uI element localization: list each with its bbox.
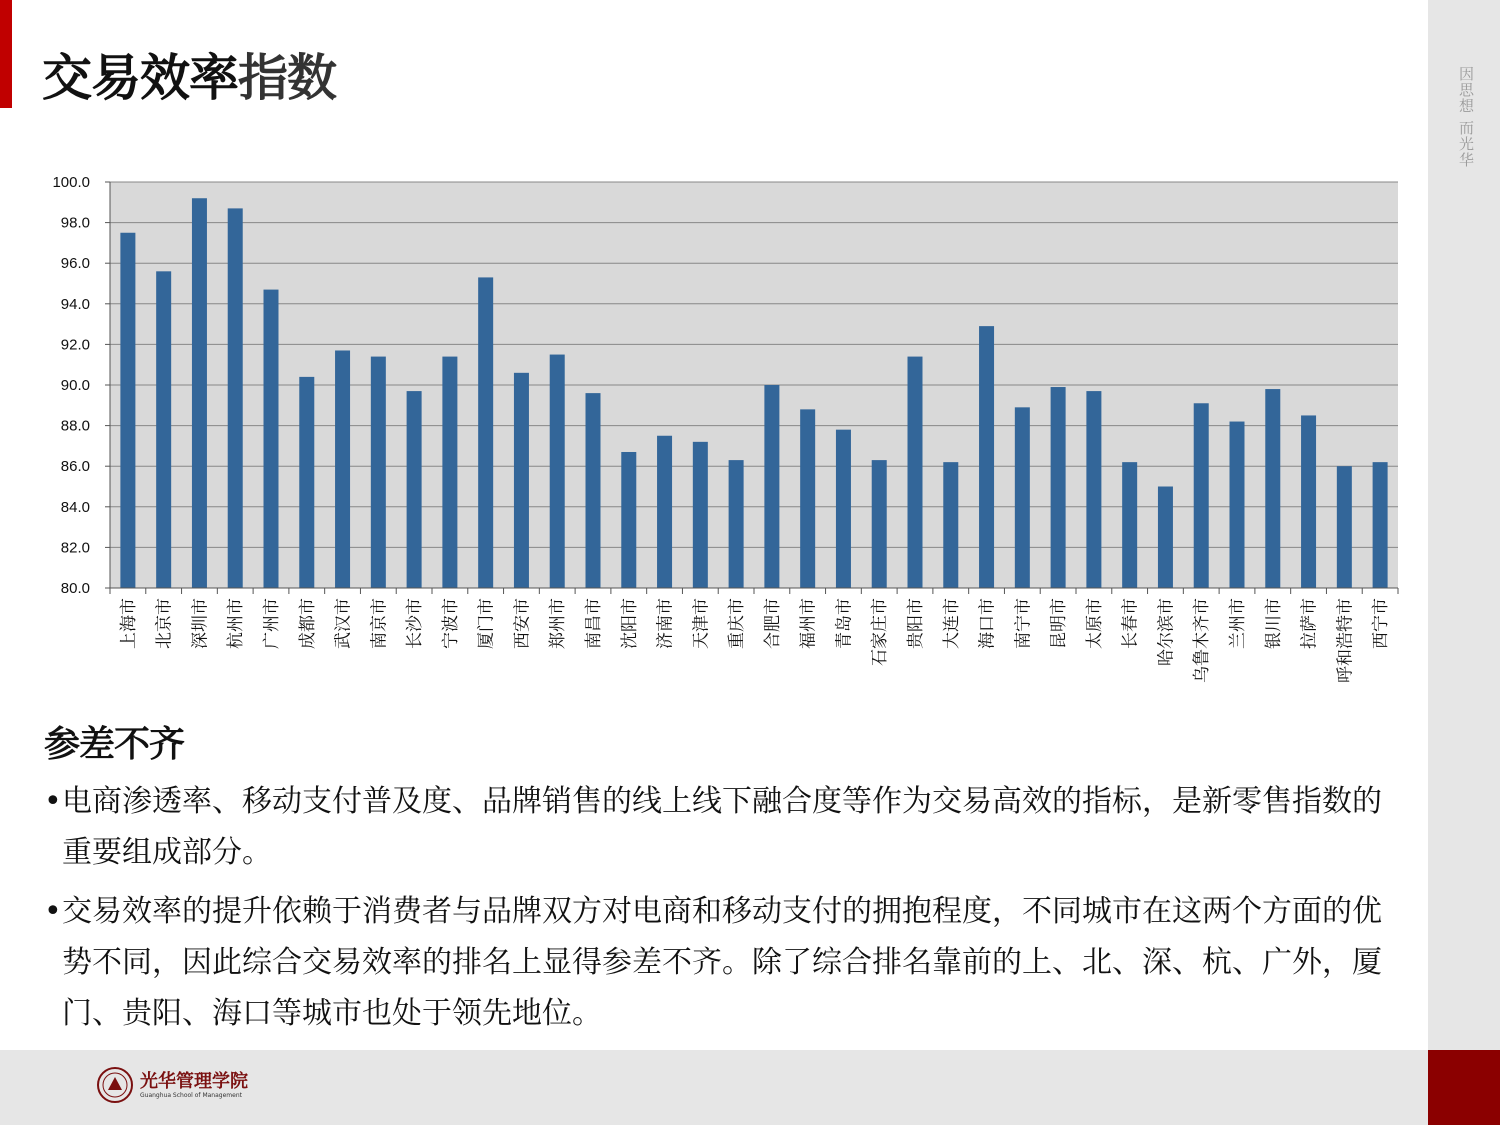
bar <box>586 393 601 588</box>
x-tick-label: 北京市 <box>154 598 175 649</box>
x-tick-label: 大连市 <box>941 598 962 649</box>
bullet-text: 交易效率的提升依赖于消费者与品牌双方对电商和移动支付的拥抱程度，不同城市在这两个方面的优势不同，因此综合交易效率的排名上显得参差不齐。除了综合排名靠前的上、北、深、杭、广外，厦门、贵阳、海口等城市也处于领先地位。 <box>62 894 1382 1031</box>
x-tick-label: 贵阳市 <box>906 598 926 649</box>
bar <box>693 442 708 588</box>
y-tick-label: 94.0 <box>60 295 90 313</box>
x-tick-label: 拉萨市 <box>1299 598 1320 649</box>
x-tick-label: 杭州市 <box>226 598 247 649</box>
x-tick-label: 乌鲁木齐市 <box>1192 598 1213 683</box>
bullet-marker: • <box>44 784 62 819</box>
y-tick-label: 100.0 <box>52 174 90 191</box>
bar <box>335 350 350 588</box>
y-tick-label: 86.0 <box>60 458 90 476</box>
x-tick-label: 成都市 <box>297 598 318 649</box>
bullet-text: 电商渗透率、移动支付普及度、品牌销售的线上线下融合度等作为交易高效的指标，是新零售指数的重要组成部分。 <box>62 784 1382 870</box>
x-tick-label: 南昌市 <box>584 598 604 649</box>
bar <box>1373 462 1388 588</box>
bar <box>478 277 493 588</box>
slide-title <box>42 38 336 110</box>
x-tick-label: 青岛市 <box>834 598 855 649</box>
section-subheading: 参差不齐 <box>44 724 185 765</box>
footer-accent-block <box>1428 1050 1500 1125</box>
x-tick-label: 西安市 <box>512 598 533 649</box>
slogan: 因思想 而光华 <box>1457 66 1475 168</box>
bar <box>407 391 422 588</box>
bar <box>1230 422 1245 588</box>
bar-chart <box>30 170 1410 715</box>
x-tick-label: 昆明市 <box>1049 598 1070 649</box>
y-tick-label: 90.0 <box>60 377 90 394</box>
x-tick-label: 呼和浩特市 <box>1335 598 1356 683</box>
bar <box>1086 391 1101 588</box>
bar <box>1337 466 1352 588</box>
x-tick-label: 济南市 <box>655 598 676 649</box>
x-tick-label: 南京市 <box>369 598 390 649</box>
y-tick-label: 96.0 <box>60 255 90 273</box>
logo-wordmark <box>140 1072 248 1099</box>
x-tick-label: 福州市 <box>798 598 819 649</box>
bullet-item <box>44 776 1404 878</box>
bar <box>1194 403 1209 588</box>
x-tick-label: 长沙市 <box>405 598 426 649</box>
x-tick-label: 深圳市 <box>190 598 211 649</box>
bar <box>264 290 279 588</box>
bar <box>657 436 672 588</box>
x-tick-label: 石家庄市 <box>870 598 891 666</box>
bar <box>550 355 565 588</box>
y-tick-label: 82.0 <box>60 539 90 557</box>
x-tick-label: 太原市 <box>1084 598 1105 649</box>
seal-icon <box>96 1066 134 1104</box>
x-tick-label: 广州市 <box>262 598 282 649</box>
bar <box>371 357 386 588</box>
y-tick-label: 92.0 <box>60 336 90 354</box>
bar <box>1265 389 1280 588</box>
logo-english-name: Guanghua School of Management <box>140 1091 242 1099</box>
bar <box>156 271 171 588</box>
bar <box>621 452 636 588</box>
bar <box>228 208 243 588</box>
x-tick-label: 哈尔滨市 <box>1156 598 1177 666</box>
y-tick-label: 80.0 <box>60 580 90 597</box>
bar <box>872 460 887 588</box>
bar <box>979 326 994 588</box>
y-tick-label: 98.0 <box>60 214 90 232</box>
bar <box>1051 387 1066 588</box>
x-tick-label: 厦门市 <box>476 598 497 649</box>
y-tick-label: 88.0 <box>60 417 90 435</box>
bar <box>836 430 851 588</box>
bar <box>800 409 815 588</box>
bar <box>514 373 529 588</box>
title-suffix: 指数 <box>238 49 336 107</box>
bar <box>729 460 744 588</box>
bar <box>120 233 135 588</box>
x-tick-label: 银川市 <box>1263 598 1284 649</box>
bar <box>192 198 207 588</box>
x-tick-label: 合肥市 <box>762 598 783 649</box>
bar <box>1301 415 1316 588</box>
bar <box>299 377 314 588</box>
bar <box>764 385 779 588</box>
x-tick-label: 沈阳市 <box>619 598 640 649</box>
y-tick-label: 84.0 <box>60 498 90 516</box>
x-tick-label: 长春市 <box>1120 598 1141 649</box>
x-tick-label: 西宁市 <box>1371 598 1392 649</box>
x-tick-label: 重庆市 <box>727 598 748 649</box>
x-tick-label: 兰州市 <box>1228 598 1248 649</box>
school-logo <box>96 1066 248 1104</box>
x-tick-label: 郑州市 <box>548 598 569 649</box>
title-main: 交易效率 <box>42 49 238 107</box>
title-accent-bar <box>0 0 12 108</box>
bullet-item <box>44 886 1404 1039</box>
bar <box>1122 462 1137 588</box>
x-tick-label: 宁波市 <box>440 598 461 649</box>
bar <box>943 462 958 588</box>
logo-name: 光华管理学院 <box>140 1070 248 1092</box>
bar <box>1015 407 1030 588</box>
x-tick-label: 上海市 <box>118 598 139 649</box>
bar <box>442 357 457 588</box>
x-tick-label: 天津市 <box>691 598 712 649</box>
bar <box>908 357 923 588</box>
bar <box>1158 487 1173 589</box>
bullet-list <box>44 776 1404 1047</box>
x-tick-label: 海口市 <box>977 598 998 649</box>
bullet-marker: • <box>44 894 62 929</box>
x-tick-label: 武汉市 <box>333 598 354 649</box>
x-tick-label: 南宁市 <box>1013 597 1034 649</box>
